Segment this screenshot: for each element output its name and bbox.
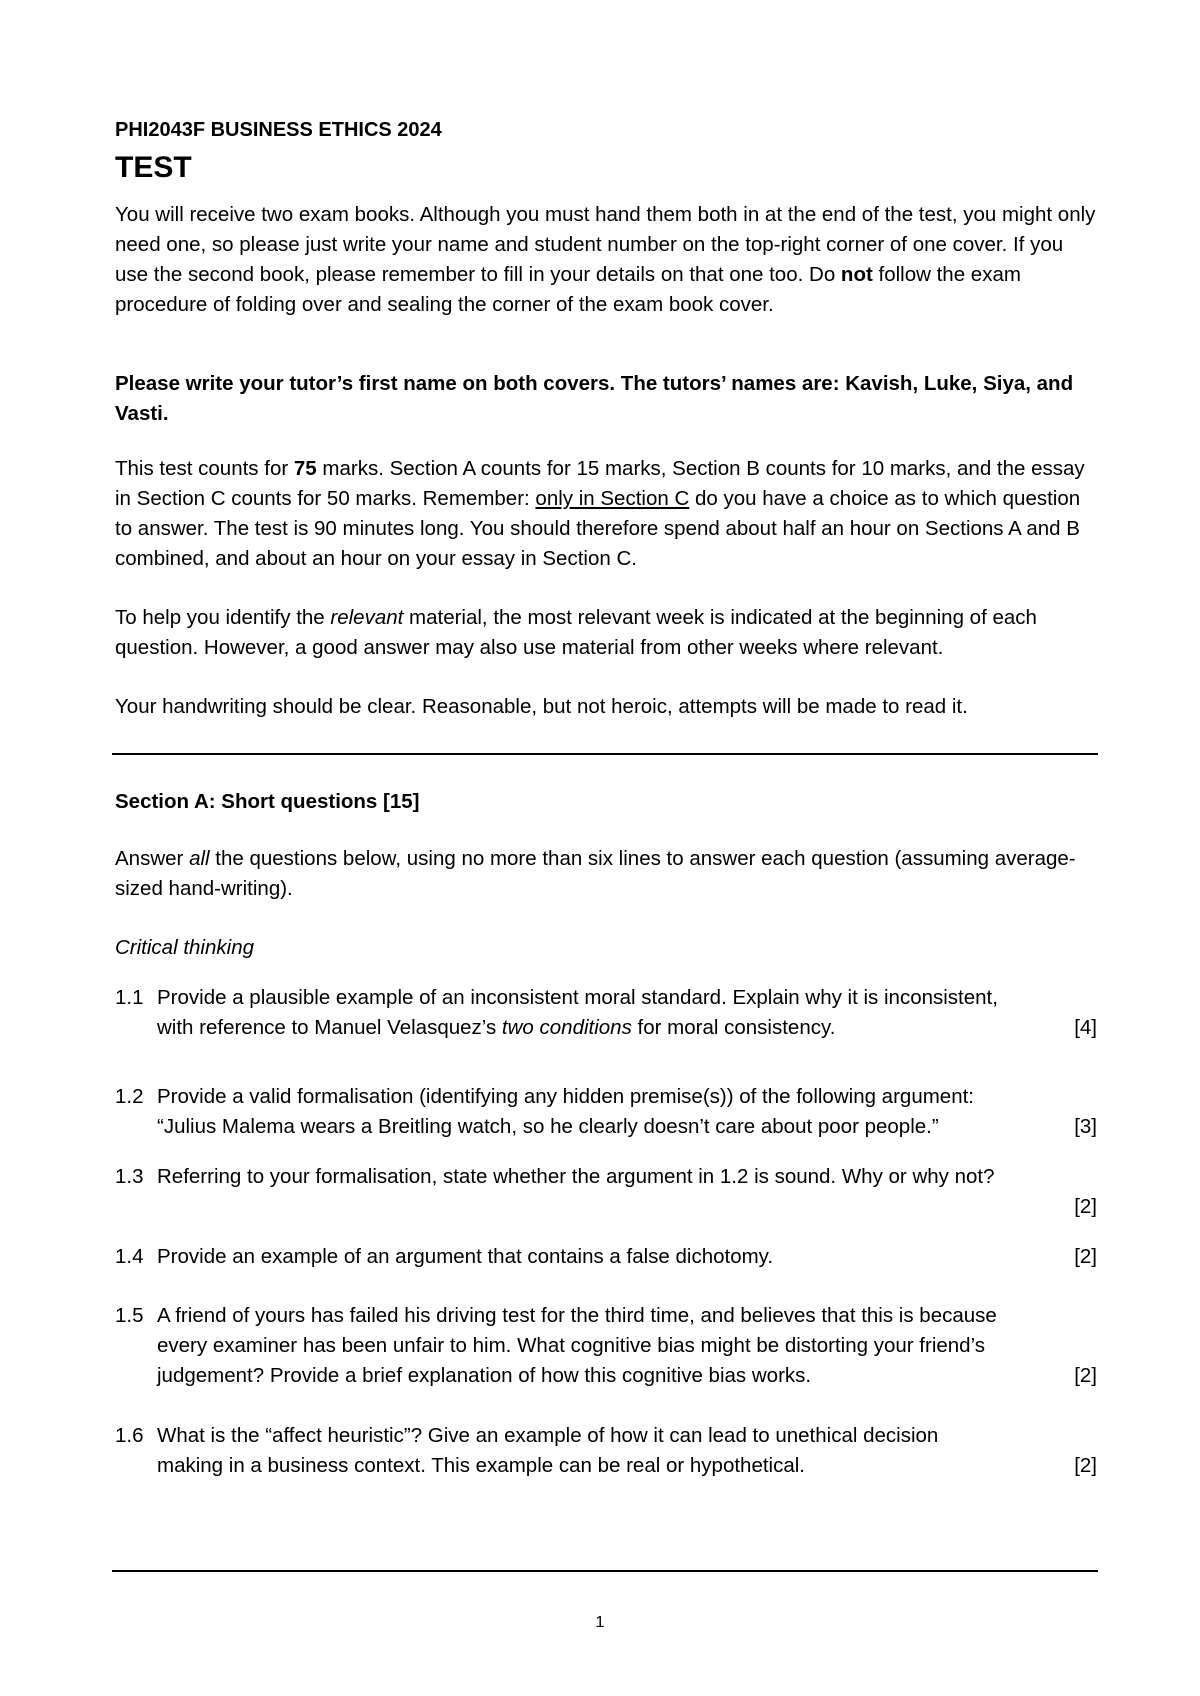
course-code: PHI2043F BUSINESS ETHICS 2024: [115, 119, 442, 141]
question-1-1: 1.1 Provide a plausible example of an inconsistent moral standard. Explain why it is inconsistent, with reference to Manuel Velasquez’s two conditions for moral consistency. [4]: [115, 983, 1097, 1043]
question-1-6: 1.6 What is the “affect heuristic”? Give an example of how it can lead to unethical decision making in a business context. This example can be real or hypothetical. [2]: [115, 1421, 1097, 1481]
question-1-2: 1.2 Provide a valid formalisation (identifying any hidden premise(s)) of the following argument: “Julius Malema wears a Breitling watch, so he clearly doesn’t care about poor people.” [3]: [115, 1082, 1097, 1142]
question-mark: [2]: [1074, 1195, 1097, 1218]
question-number: 1.1: [115, 986, 144, 1009]
intro-paragraph-tutors: Please write your tutor’s first name on both covers. The tutors’ names are: Kavish, Luke, Siya, and Vasti.: [115, 372, 1074, 425]
intro-paragraph-relevance: To help you identify the relevant material, the most relevant week is indicated at the beginning of each question. However, a good answer may also use material from other weeks where relevant.: [115, 606, 1037, 659]
question-1-5: 1.5 A friend of yours has failed his driving test for the third time, and believes that this is because every examiner has been unfair to him. What cognitive bias might be distorting your friend’s judgement? Provide a brief explanation of how this cognitive bias works. [2]: [115, 1301, 1097, 1391]
question-mark: [4]: [1074, 1016, 1097, 1039]
page-title: TEST: [115, 151, 192, 184]
section-a-heading: Section A: Short questions [15]: [115, 790, 420, 813]
question-mark: [2]: [1074, 1454, 1097, 1477]
question-mark: [3]: [1074, 1115, 1097, 1138]
divider-top: [112, 753, 1098, 755]
question-number: 1.6: [115, 1424, 144, 1447]
question-mark: [2]: [1074, 1245, 1097, 1268]
question-1-4: 1.4 Provide an example of an argument that contains a false dichotomy. [2]: [115, 1242, 1097, 1272]
intro-paragraph-handwriting: Your handwriting should be clear. Reasonable, but not heroic, attempts will be made to read it.: [115, 695, 968, 718]
section-a-instructions: Answer all the questions below, using no more than six lines to answer each question (assuming average-sized hand-writing).: [115, 847, 1076, 900]
question-number: 1.3: [115, 1165, 144, 1188]
question-1-3: 1.3 Referring to your formalisation, state whether the argument in 1.2 is sound. Why or why not? [2]: [115, 1162, 1097, 1222]
intro-paragraph-marks: This test counts for 75 marks. Section A counts for 15 marks, Section B counts for 10 marks, and the essay in Section C counts for 50 marks. Remember: only in Section C do you have a choice as to which question to answer. The test is 90 minutes long. You should therefore spend about half an hour on Sections A and B combined, and about an hour on your essay in Section C.: [115, 457, 1085, 570]
question-mark: [2]: [1074, 1364, 1097, 1387]
divider-bottom: [112, 1570, 1098, 1572]
intro-paragraph-books: You will receive two exam books. Although you must hand them both in at the end of the test, you might only need one, so please just write your name and student number on the top-right corner of one cover. If you use the second book, please remember to fill in your details on that one too. Do not follow the exam procedure of folding over and sealing the corner of the exam book cover.: [115, 203, 1096, 316]
question-number: 1.5: [115, 1304, 144, 1327]
question-number: 1.4: [115, 1245, 144, 1268]
subheading-critical-thinking: Critical thinking: [115, 936, 254, 959]
page-number: 1: [595, 1614, 605, 1631]
question-number: 1.2: [115, 1085, 144, 1108]
